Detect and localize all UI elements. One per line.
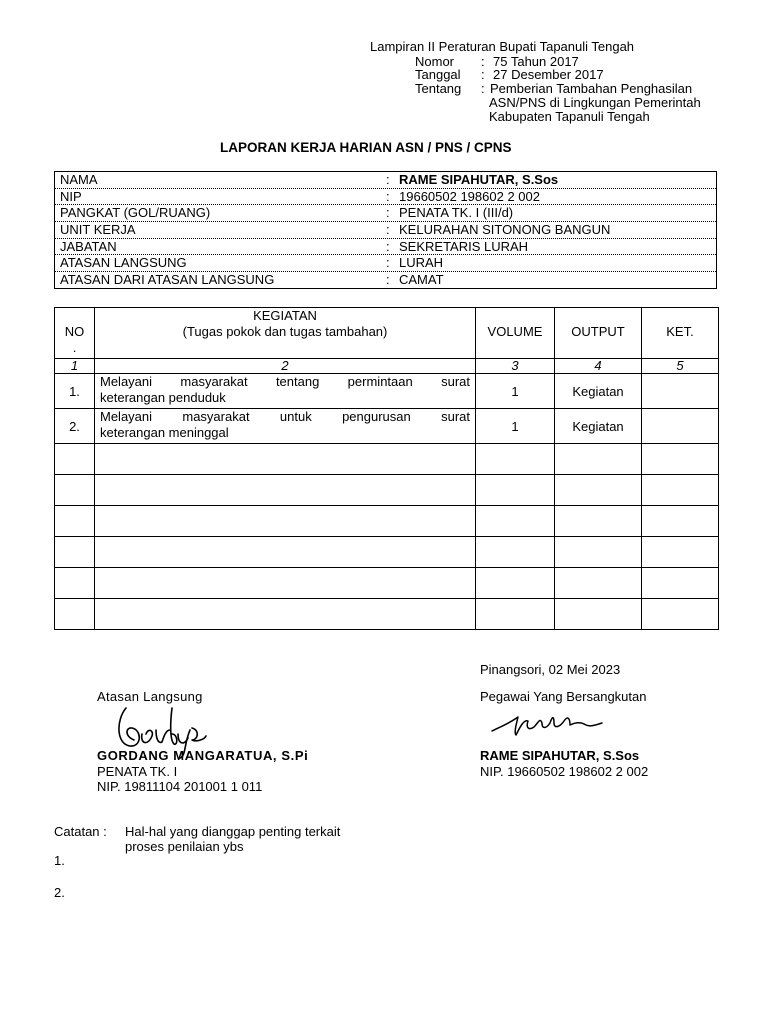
table-row-empty (55, 475, 719, 506)
left-signer-role: Atasan Langsung (97, 689, 203, 704)
identity-value: 19660502 198602 2 002 (399, 188, 540, 204)
tentang-label: Tentang (415, 81, 462, 96)
column-number: 3 (476, 359, 555, 374)
row-output: Kegiatan (555, 409, 642, 444)
identity-colon: : (386, 172, 390, 187)
tanggal-label: Tanggal (415, 67, 461, 82)
activity-table (54, 307, 719, 630)
notes-text: Hal-hal yang dianggap penting terkait (125, 824, 341, 839)
identity-colon: : (386, 272, 390, 288)
right-signature-icon (490, 705, 610, 745)
notes-label: Catatan : (54, 824, 107, 839)
tanggal-value: 27 Desember 2017 (493, 67, 604, 82)
identity-value: CAMAT (399, 272, 444, 288)
header-ket: KET. (642, 308, 719, 359)
identity-label: ATASAN LANGSUNG (60, 255, 187, 271)
identity-row-atasan-dari-atasan (55, 272, 716, 288)
left-signer-nip: NIP. 19811104 201001 1 011 (97, 779, 263, 794)
row-ket (642, 374, 719, 409)
column-number: 2 (95, 359, 476, 374)
identity-label: NAMA (60, 172, 98, 187)
header-no (55, 308, 95, 359)
identity-label: ATASAN DARI ATASAN LANGSUNG (60, 272, 275, 288)
identity-row-pangkat (55, 205, 716, 222)
lampiran-line: Lampiran II Peraturan Bupati Tapanuli Tengah (370, 39, 635, 54)
left-signer-name: GORDANG MANGARATUA, S.Pi (97, 748, 309, 763)
row-description (95, 374, 476, 409)
row-description-line: Melayani masyarakat untuk pengurusan surat (100, 409, 470, 424)
row-volume: 1 (476, 374, 555, 409)
identity-label: NIP (60, 188, 82, 204)
row-number: 1. (55, 374, 95, 409)
identity-label: UNIT KERJA (60, 222, 136, 238)
column-number: 5 (642, 359, 719, 374)
identity-colon: : (386, 222, 390, 238)
identity-colon: : (386, 255, 390, 271)
nomor-colon: : (481, 54, 485, 69)
page-title: LAPORAN KERJA HARIAN ASN / PNS / CPNS (220, 140, 512, 155)
table-row-empty (55, 568, 719, 599)
right-signer-name: RAME SIPAHUTAR, S.Sos (480, 748, 640, 763)
header-kegiatan-title: KEGIATAN (253, 308, 317, 323)
column-number: 1 (55, 359, 95, 374)
row-description-line: keterangan penduduk (100, 390, 226, 405)
header-no-dot: . (72, 340, 77, 355)
place-date: Pinangsori, 02 Mei 2023 (480, 662, 621, 677)
identity-value: PENATA TK. I (III/d) (399, 205, 514, 221)
identity-colon: : (386, 205, 390, 221)
identity-table (54, 171, 717, 289)
header-kegiatan-subtitle: (Tugas pokok dan tugas tambahan) (182, 324, 388, 339)
tentang-value-3: Kabupaten Tapanuli Tengah (489, 109, 650, 124)
row-volume: 1 (476, 409, 555, 444)
table-row (55, 409, 719, 444)
identity-label: JABATAN (60, 238, 117, 254)
header-kegiatan (95, 308, 476, 359)
identity-colon: : (386, 238, 390, 254)
table-row-empty (55, 506, 719, 537)
header-volume: VOLUME (476, 308, 555, 359)
identity-colon: : (386, 188, 390, 204)
tentang-colon: : (481, 81, 485, 96)
identity-value: KELURAHAN SITONONG BANGUN (399, 222, 611, 238)
table-row (55, 374, 719, 409)
table-header-row (55, 308, 719, 359)
notes-text: proses penilaian ybs (125, 839, 244, 854)
nomor-value: 75 Tahun 2017 (493, 54, 579, 69)
header-output: OUTPUT (555, 308, 642, 359)
column-number-row (55, 359, 719, 374)
notes-item: 2. (54, 885, 65, 900)
tentang-value-2: ASN/PNS di Lingkungan Pemerintah (489, 95, 701, 110)
identity-row-unit-kerja (55, 222, 716, 239)
row-description-line: Melayani masyarakat tentang permintaan surat (100, 374, 470, 389)
row-output: Kegiatan (555, 374, 642, 409)
header-no-label: NO (64, 324, 85, 339)
identity-label: PANGKAT (GOL/RUANG) (60, 205, 211, 221)
column-number: 4 (555, 359, 642, 374)
identity-value: RAME SIPAHUTAR, S.Sos (399, 172, 559, 187)
table-row-empty (55, 537, 719, 568)
left-signer-rank: PENATA TK. I (97, 764, 178, 779)
row-ket (642, 409, 719, 444)
row-number: 2. (55, 409, 95, 444)
identity-value: LURAH (399, 255, 444, 271)
identity-row-atasan (55, 255, 716, 272)
row-description (95, 409, 476, 444)
tanggal-colon: : (481, 67, 485, 82)
notes-item: 1. (54, 853, 65, 868)
identity-row-nip (55, 189, 716, 206)
identity-value: SEKRETARIS LURAH (399, 238, 529, 254)
right-signer-nip: NIP. 19660502 198602 2 002 (480, 764, 649, 779)
identity-row-nama (55, 172, 716, 189)
identity-row-jabatan (55, 239, 716, 256)
row-description-line: keterangan meninggal (100, 425, 229, 440)
tentang-value-1: Pemberian Tambahan Penghasilan (490, 81, 693, 96)
table-row-empty (55, 444, 719, 475)
nomor-label: Nomor (415, 54, 455, 69)
table-row-empty (55, 599, 719, 630)
right-signer-role: Pegawai Yang Bersangkutan (480, 689, 647, 704)
